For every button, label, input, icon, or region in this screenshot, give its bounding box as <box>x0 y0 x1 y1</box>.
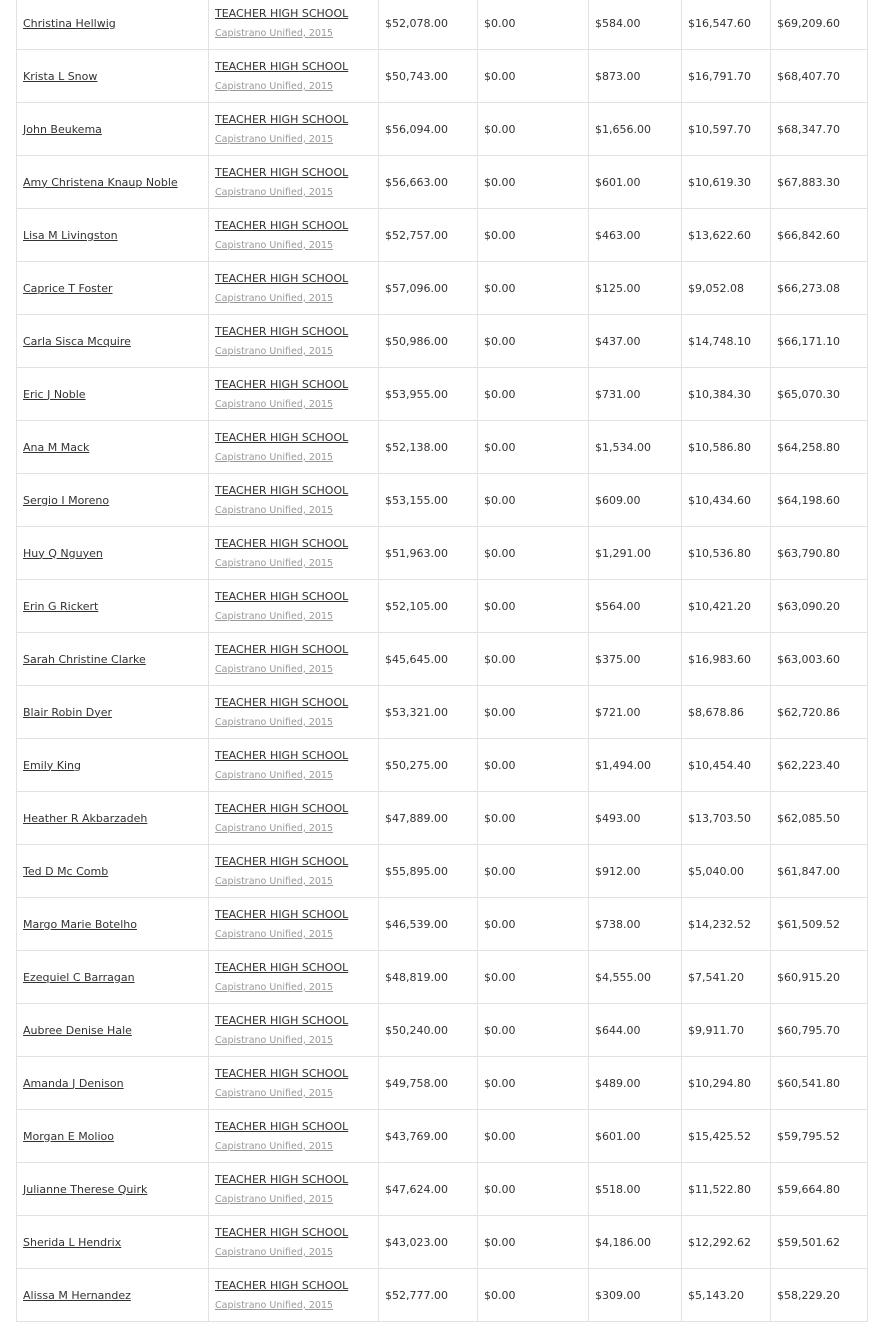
name-cell <box>17 262 209 315</box>
job-title-link[interactable]: TEACHER HIGH SCHOOL <box>215 1225 349 1239</box>
employee-name-link[interactable]: Sarah Christine Clarke <box>23 652 146 666</box>
benefits-cell: $14,232.52 <box>682 898 771 951</box>
name-cell <box>17 474 209 527</box>
salary-table <box>16 0 868 1322</box>
job-title-link[interactable]: TEACHER HIGH SCHOOL <box>215 1066 349 1080</box>
job-cell <box>209 1216 379 1269</box>
name-cell <box>17 1057 209 1110</box>
employee-name-link[interactable]: Emily King <box>23 758 82 772</box>
employee-name-link[interactable]: Julianne Therese Quirk <box>23 1182 148 1196</box>
name-cell <box>17 1110 209 1163</box>
other-pay-cell: $125.00 <box>589 262 682 315</box>
job-cell <box>209 633 379 686</box>
job-title-link[interactable]: TEACHER HIGH SCHOOL <box>215 854 349 868</box>
employee-name-link[interactable]: Sergio I Moreno <box>23 493 110 507</box>
other-pay-cell: $731.00 <box>589 368 682 421</box>
agency-year-link[interactable]: Capistrano Unified, 2015 <box>215 133 334 145</box>
agency-year-link[interactable]: Capistrano Unified, 2015 <box>215 239 334 251</box>
job-cell <box>209 792 379 845</box>
employee-name-link[interactable]: Aubree Denise Hale <box>23 1023 132 1037</box>
other-pay-cell: $912.00 <box>589 845 682 898</box>
agency-year-link[interactable]: Capistrano Unified, 2015 <box>215 80 334 92</box>
employee-name-link[interactable]: Caprice T Foster <box>23 281 113 295</box>
table-row <box>17 421 868 474</box>
job-title-link[interactable]: TEACHER HIGH SCHOOL <box>215 218 349 232</box>
job-title-link[interactable]: TEACHER HIGH SCHOOL <box>215 377 349 391</box>
other-pay-cell: $1,494.00 <box>589 739 682 792</box>
employee-name-link[interactable]: Margo Marie Botelho <box>23 917 137 931</box>
table-row <box>17 209 868 262</box>
job-cell <box>209 1004 379 1057</box>
agency-year-link[interactable]: Capistrano Unified, 2015 <box>215 981 334 993</box>
table-row <box>17 527 868 580</box>
table-row <box>17 315 868 368</box>
other-pay-cell: $738.00 <box>589 898 682 951</box>
benefits-cell: $5,040.00 <box>682 845 771 898</box>
job-title-link[interactable]: TEACHER HIGH SCHOOL <box>215 589 349 603</box>
total-pay-cell: $63,790.80 <box>771 527 868 580</box>
benefits-cell: $9,911.70 <box>682 1004 771 1057</box>
base-pay-cell: $52,138.00 <box>379 421 478 474</box>
total-pay-cell: $61,509.52 <box>771 898 868 951</box>
base-pay-cell: $57,096.00 <box>379 262 478 315</box>
benefits-cell: $16,983.60 <box>682 633 771 686</box>
total-pay-cell: $64,198.60 <box>771 474 868 527</box>
other-pay-cell: $873.00 <box>589 50 682 103</box>
job-cell <box>209 474 379 527</box>
overtime-pay-cell: $0.00 <box>478 739 589 792</box>
agency-year-link[interactable]: Capistrano Unified, 2015 <box>215 1034 334 1046</box>
job-cell <box>209 686 379 739</box>
name-cell <box>17 580 209 633</box>
table-row <box>17 262 868 315</box>
job-cell <box>209 209 379 262</box>
name-cell <box>17 845 209 898</box>
overtime-pay-cell: $0.00 <box>478 0 589 50</box>
employee-name-link[interactable]: Alissa M Hernandez <box>23 1288 131 1302</box>
table-row <box>17 633 868 686</box>
benefits-cell: $13,703.50 <box>682 792 771 845</box>
base-pay-cell: $49,758.00 <box>379 1057 478 1110</box>
benefits-cell: $10,619.30 <box>682 156 771 209</box>
job-title-link[interactable]: TEACHER HIGH SCHOOL <box>215 536 349 550</box>
employee-name-link[interactable]: Amanda J Denison <box>23 1076 124 1090</box>
total-pay-cell: $66,273.08 <box>771 262 868 315</box>
overtime-pay-cell: $0.00 <box>478 1269 589 1322</box>
name-cell <box>17 1216 209 1269</box>
name-cell <box>17 50 209 103</box>
total-pay-cell: $68,407.70 <box>771 50 868 103</box>
overtime-pay-cell: $0.00 <box>478 421 589 474</box>
overtime-pay-cell: $0.00 <box>478 1004 589 1057</box>
total-pay-cell: $59,501.62 <box>771 1216 868 1269</box>
job-title-link[interactable]: TEACHER HIGH SCHOOL <box>215 695 349 709</box>
job-cell <box>209 156 379 209</box>
overtime-pay-cell: $0.00 <box>478 951 589 1004</box>
table-row <box>17 0 868 50</box>
job-title-link[interactable]: TEACHER HIGH SCHOOL <box>215 1119 349 1133</box>
job-cell <box>209 50 379 103</box>
table-row <box>17 845 868 898</box>
benefits-cell: $11,522.80 <box>682 1163 771 1216</box>
table-row <box>17 103 868 156</box>
total-pay-cell: $64,258.80 <box>771 421 868 474</box>
agency-year-link[interactable]: Capistrano Unified, 2015 <box>215 875 334 887</box>
table-row <box>17 580 868 633</box>
job-cell <box>209 262 379 315</box>
other-pay-cell: $1,534.00 <box>589 421 682 474</box>
other-pay-cell: $601.00 <box>589 156 682 209</box>
table-row <box>17 1163 868 1216</box>
benefits-cell: $10,384.30 <box>682 368 771 421</box>
table-row <box>17 1269 868 1322</box>
base-pay-cell: $43,769.00 <box>379 1110 478 1163</box>
total-pay-cell: $61,847.00 <box>771 845 868 898</box>
employee-name-link[interactable]: John Beukema <box>23 122 102 136</box>
agency-year-link[interactable]: Capistrano Unified, 2015 <box>215 769 334 781</box>
job-title-link[interactable]: TEACHER HIGH SCHOOL <box>215 1013 349 1027</box>
base-pay-cell: $52,078.00 <box>379 0 478 50</box>
base-pay-cell: $46,539.00 <box>379 898 478 951</box>
job-title-link[interactable]: TEACHER HIGH SCHOOL <box>215 112 349 126</box>
name-cell <box>17 421 209 474</box>
agency-year-link[interactable]: Capistrano Unified, 2015 <box>215 1140 334 1152</box>
overtime-pay-cell: $0.00 <box>478 156 589 209</box>
employee-name-link[interactable]: Sherida L Hendrix <box>23 1235 122 1249</box>
employee-name-link[interactable]: Heather R Akbarzadeh <box>23 811 148 825</box>
overtime-pay-cell: $0.00 <box>478 209 589 262</box>
benefits-cell: $10,454.40 <box>682 739 771 792</box>
overtime-pay-cell: $0.00 <box>478 527 589 580</box>
agency-year-link[interactable]: Capistrano Unified, 2015 <box>215 928 334 940</box>
base-pay-cell: $43,023.00 <box>379 1216 478 1269</box>
table-row <box>17 156 868 209</box>
employee-name-link[interactable]: Carla Sisca Mcquire <box>23 334 131 348</box>
table-row <box>17 1216 868 1269</box>
overtime-pay-cell: $0.00 <box>478 792 589 845</box>
job-title-link[interactable]: TEACHER HIGH SCHOOL <box>215 59 349 73</box>
name-cell <box>17 103 209 156</box>
job-title-link[interactable]: TEACHER HIGH SCHOOL <box>215 165 349 179</box>
base-pay-cell: $52,105.00 <box>379 580 478 633</box>
table-row <box>17 739 868 792</box>
employee-name-link[interactable]: Amy Christena Knaup Noble <box>23 175 178 189</box>
agency-year-link[interactable]: Capistrano Unified, 2015 <box>215 186 334 198</box>
base-pay-cell: $50,743.00 <box>379 50 478 103</box>
agency-year-link[interactable]: Capistrano Unified, 2015 <box>215 822 334 834</box>
job-title-link[interactable]: TEACHER HIGH SCHOOL <box>215 748 349 762</box>
table-row <box>17 792 868 845</box>
employee-name-link[interactable]: Ana M Mack <box>23 440 90 454</box>
overtime-pay-cell: $0.00 <box>478 474 589 527</box>
base-pay-cell: $51,963.00 <box>379 527 478 580</box>
total-pay-cell: $67,883.30 <box>771 156 868 209</box>
other-pay-cell: $437.00 <box>589 315 682 368</box>
agency-year-link[interactable]: Capistrano Unified, 2015 <box>215 451 334 463</box>
other-pay-cell: $584.00 <box>589 0 682 50</box>
job-cell <box>209 898 379 951</box>
base-pay-cell: $53,955.00 <box>379 368 478 421</box>
job-title-link[interactable]: TEACHER HIGH SCHOOL <box>215 324 349 338</box>
base-pay-cell: $50,240.00 <box>379 1004 478 1057</box>
agency-year-link[interactable]: Capistrano Unified, 2015 <box>215 557 334 569</box>
name-cell <box>17 1004 209 1057</box>
agency-year-link[interactable]: Capistrano Unified, 2015 <box>215 610 334 622</box>
total-pay-cell: $62,720.86 <box>771 686 868 739</box>
benefits-cell: $13,622.60 <box>682 209 771 262</box>
overtime-pay-cell: $0.00 <box>478 1163 589 1216</box>
total-pay-cell: $65,070.30 <box>771 368 868 421</box>
benefits-cell: $9,052.08 <box>682 262 771 315</box>
employee-name-link[interactable]: Krista L Snow <box>23 69 98 83</box>
salary-table-body <box>17 0 868 1322</box>
overtime-pay-cell: $0.00 <box>478 686 589 739</box>
other-pay-cell: $1,291.00 <box>589 527 682 580</box>
total-pay-cell: $59,795.52 <box>771 1110 868 1163</box>
table-row <box>17 1110 868 1163</box>
table-row <box>17 898 868 951</box>
name-cell <box>17 209 209 262</box>
benefits-cell: $16,547.60 <box>682 0 771 50</box>
benefits-cell: $7,541.20 <box>682 951 771 1004</box>
agency-year-link[interactable]: Capistrano Unified, 2015 <box>215 1299 334 1311</box>
overtime-pay-cell: $0.00 <box>478 580 589 633</box>
total-pay-cell: $68,347.70 <box>771 103 868 156</box>
name-cell <box>17 951 209 1004</box>
table-row <box>17 686 868 739</box>
total-pay-cell: $62,223.40 <box>771 739 868 792</box>
job-cell <box>209 580 379 633</box>
job-title-link[interactable]: TEACHER HIGH SCHOOL <box>215 6 349 20</box>
total-pay-cell: $60,795.70 <box>771 1004 868 1057</box>
job-cell <box>209 527 379 580</box>
name-cell <box>17 739 209 792</box>
total-pay-cell: $63,003.60 <box>771 633 868 686</box>
benefits-cell: $10,586.80 <box>682 421 771 474</box>
agency-year-link[interactable]: Capistrano Unified, 2015 <box>215 663 334 675</box>
other-pay-cell: $644.00 <box>589 1004 682 1057</box>
job-title-link[interactable]: TEACHER HIGH SCHOOL <box>215 907 349 921</box>
agency-year-link[interactable]: Capistrano Unified, 2015 <box>215 292 334 304</box>
base-pay-cell: $47,889.00 <box>379 792 478 845</box>
other-pay-cell: $489.00 <box>589 1057 682 1110</box>
employee-name-link[interactable]: Erin G Rickert <box>23 599 99 613</box>
job-cell <box>209 845 379 898</box>
name-cell <box>17 1163 209 1216</box>
benefits-cell: $10,421.20 <box>682 580 771 633</box>
base-pay-cell: $53,155.00 <box>379 474 478 527</box>
benefits-cell: $12,292.62 <box>682 1216 771 1269</box>
other-pay-cell: $309.00 <box>589 1269 682 1322</box>
overtime-pay-cell: $0.00 <box>478 368 589 421</box>
benefits-cell: $15,425.52 <box>682 1110 771 1163</box>
table-row <box>17 368 868 421</box>
overtime-pay-cell: $0.00 <box>478 633 589 686</box>
other-pay-cell: $518.00 <box>589 1163 682 1216</box>
agency-year-link[interactable]: Capistrano Unified, 2015 <box>215 1246 334 1258</box>
job-cell <box>209 0 379 50</box>
name-cell <box>17 792 209 845</box>
other-pay-cell: $601.00 <box>589 1110 682 1163</box>
job-cell <box>209 421 379 474</box>
other-pay-cell: $564.00 <box>589 580 682 633</box>
job-title-link[interactable]: TEACHER HIGH SCHOOL <box>215 1172 349 1186</box>
benefits-cell: $10,434.60 <box>682 474 771 527</box>
employee-name-link[interactable]: Eric J Noble <box>23 387 86 401</box>
job-cell <box>209 315 379 368</box>
benefits-cell: $10,536.80 <box>682 527 771 580</box>
employee-name-link[interactable]: Christina Hellwig <box>23 16 116 30</box>
job-cell <box>209 1163 379 1216</box>
agency-year-link[interactable]: Capistrano Unified, 2015 <box>215 27 334 39</box>
base-pay-cell: $47,624.00 <box>379 1163 478 1216</box>
job-title-link[interactable]: TEACHER HIGH SCHOOL <box>215 801 349 815</box>
base-pay-cell: $52,777.00 <box>379 1269 478 1322</box>
benefits-cell: $10,597.70 <box>682 103 771 156</box>
other-pay-cell: $1,656.00 <box>589 103 682 156</box>
employee-name-link[interactable]: Blair Robin Dyer <box>23 705 113 719</box>
overtime-pay-cell: $0.00 <box>478 103 589 156</box>
total-pay-cell: $60,541.80 <box>771 1057 868 1110</box>
overtime-pay-cell: $0.00 <box>478 845 589 898</box>
other-pay-cell: $375.00 <box>589 633 682 686</box>
base-pay-cell: $48,819.00 <box>379 951 478 1004</box>
base-pay-cell: $56,094.00 <box>379 103 478 156</box>
overtime-pay-cell: $0.00 <box>478 1216 589 1269</box>
total-pay-cell: $59,664.80 <box>771 1163 868 1216</box>
other-pay-cell: $4,186.00 <box>589 1216 682 1269</box>
name-cell <box>17 686 209 739</box>
base-pay-cell: $50,986.00 <box>379 315 478 368</box>
agency-year-link[interactable]: Capistrano Unified, 2015 <box>215 504 334 516</box>
job-title-link[interactable]: TEACHER HIGH SCHOOL <box>215 271 349 285</box>
employee-name-link[interactable]: Ted D Mc Comb <box>23 864 109 878</box>
table-row <box>17 1057 868 1110</box>
total-pay-cell: $66,842.60 <box>771 209 868 262</box>
other-pay-cell: $463.00 <box>589 209 682 262</box>
employee-name-link[interactable]: Huy Q Nguyen <box>23 546 103 560</box>
table-row <box>17 1004 868 1057</box>
job-cell <box>209 1057 379 1110</box>
name-cell <box>17 156 209 209</box>
benefits-cell: $14,748.10 <box>682 315 771 368</box>
total-pay-cell: $66,171.10 <box>771 315 868 368</box>
base-pay-cell: $56,663.00 <box>379 156 478 209</box>
benefits-cell: $16,791.70 <box>682 50 771 103</box>
overtime-pay-cell: $0.00 <box>478 1110 589 1163</box>
table-row <box>17 50 868 103</box>
other-pay-cell: $721.00 <box>589 686 682 739</box>
base-pay-cell: $53,321.00 <box>379 686 478 739</box>
benefits-cell: $10,294.80 <box>682 1057 771 1110</box>
table-row <box>17 474 868 527</box>
total-pay-cell: $58,229.20 <box>771 1269 868 1322</box>
job-cell <box>209 1110 379 1163</box>
base-pay-cell: $50,275.00 <box>379 739 478 792</box>
job-title-link[interactable]: TEACHER HIGH SCHOOL <box>215 483 349 497</box>
job-cell <box>209 103 379 156</box>
overtime-pay-cell: $0.00 <box>478 262 589 315</box>
total-pay-cell: $69,209.60 <box>771 0 868 50</box>
overtime-pay-cell: $0.00 <box>478 898 589 951</box>
overtime-pay-cell: $0.00 <box>478 1057 589 1110</box>
name-cell <box>17 315 209 368</box>
base-pay-cell: $45,645.00 <box>379 633 478 686</box>
agency-year-link[interactable]: Capistrano Unified, 2015 <box>215 1193 334 1205</box>
total-pay-cell: $60,915.20 <box>771 951 868 1004</box>
agency-year-link[interactable]: Capistrano Unified, 2015 <box>215 1087 334 1099</box>
other-pay-cell: $609.00 <box>589 474 682 527</box>
base-pay-cell: $52,757.00 <box>379 209 478 262</box>
name-cell <box>17 633 209 686</box>
total-pay-cell: $63,090.20 <box>771 580 868 633</box>
agency-year-link[interactable]: Capistrano Unified, 2015 <box>215 716 334 728</box>
benefits-cell: $5,143.20 <box>682 1269 771 1322</box>
employee-name-link[interactable]: Lisa M Livingston <box>23 228 118 242</box>
name-cell <box>17 0 209 50</box>
overtime-pay-cell: $0.00 <box>478 315 589 368</box>
job-title-link[interactable]: TEACHER HIGH SCHOOL <box>215 642 349 656</box>
job-title-link[interactable]: TEACHER HIGH SCHOOL <box>215 430 349 444</box>
job-title-link[interactable]: TEACHER HIGH SCHOOL <box>215 960 349 974</box>
name-cell <box>17 1269 209 1322</box>
name-cell <box>17 368 209 421</box>
name-cell <box>17 898 209 951</box>
table-row <box>17 951 868 1004</box>
other-pay-cell: $4,555.00 <box>589 951 682 1004</box>
job-cell <box>209 1269 379 1322</box>
job-title-link[interactable]: TEACHER HIGH SCHOOL <box>215 1278 349 1292</box>
employee-name-link[interactable]: Ezequiel C Barragan <box>23 970 135 984</box>
employee-name-link[interactable]: Morgan E Molioo <box>23 1129 114 1143</box>
job-cell <box>209 739 379 792</box>
benefits-cell: $8,678.86 <box>682 686 771 739</box>
agency-year-link[interactable]: Capistrano Unified, 2015 <box>215 345 334 357</box>
agency-year-link[interactable]: Capistrano Unified, 2015 <box>215 398 334 410</box>
overtime-pay-cell: $0.00 <box>478 50 589 103</box>
base-pay-cell: $55,895.00 <box>379 845 478 898</box>
job-cell <box>209 951 379 1004</box>
job-cell <box>209 368 379 421</box>
name-cell <box>17 527 209 580</box>
total-pay-cell: $62,085.50 <box>771 792 868 845</box>
other-pay-cell: $493.00 <box>589 792 682 845</box>
